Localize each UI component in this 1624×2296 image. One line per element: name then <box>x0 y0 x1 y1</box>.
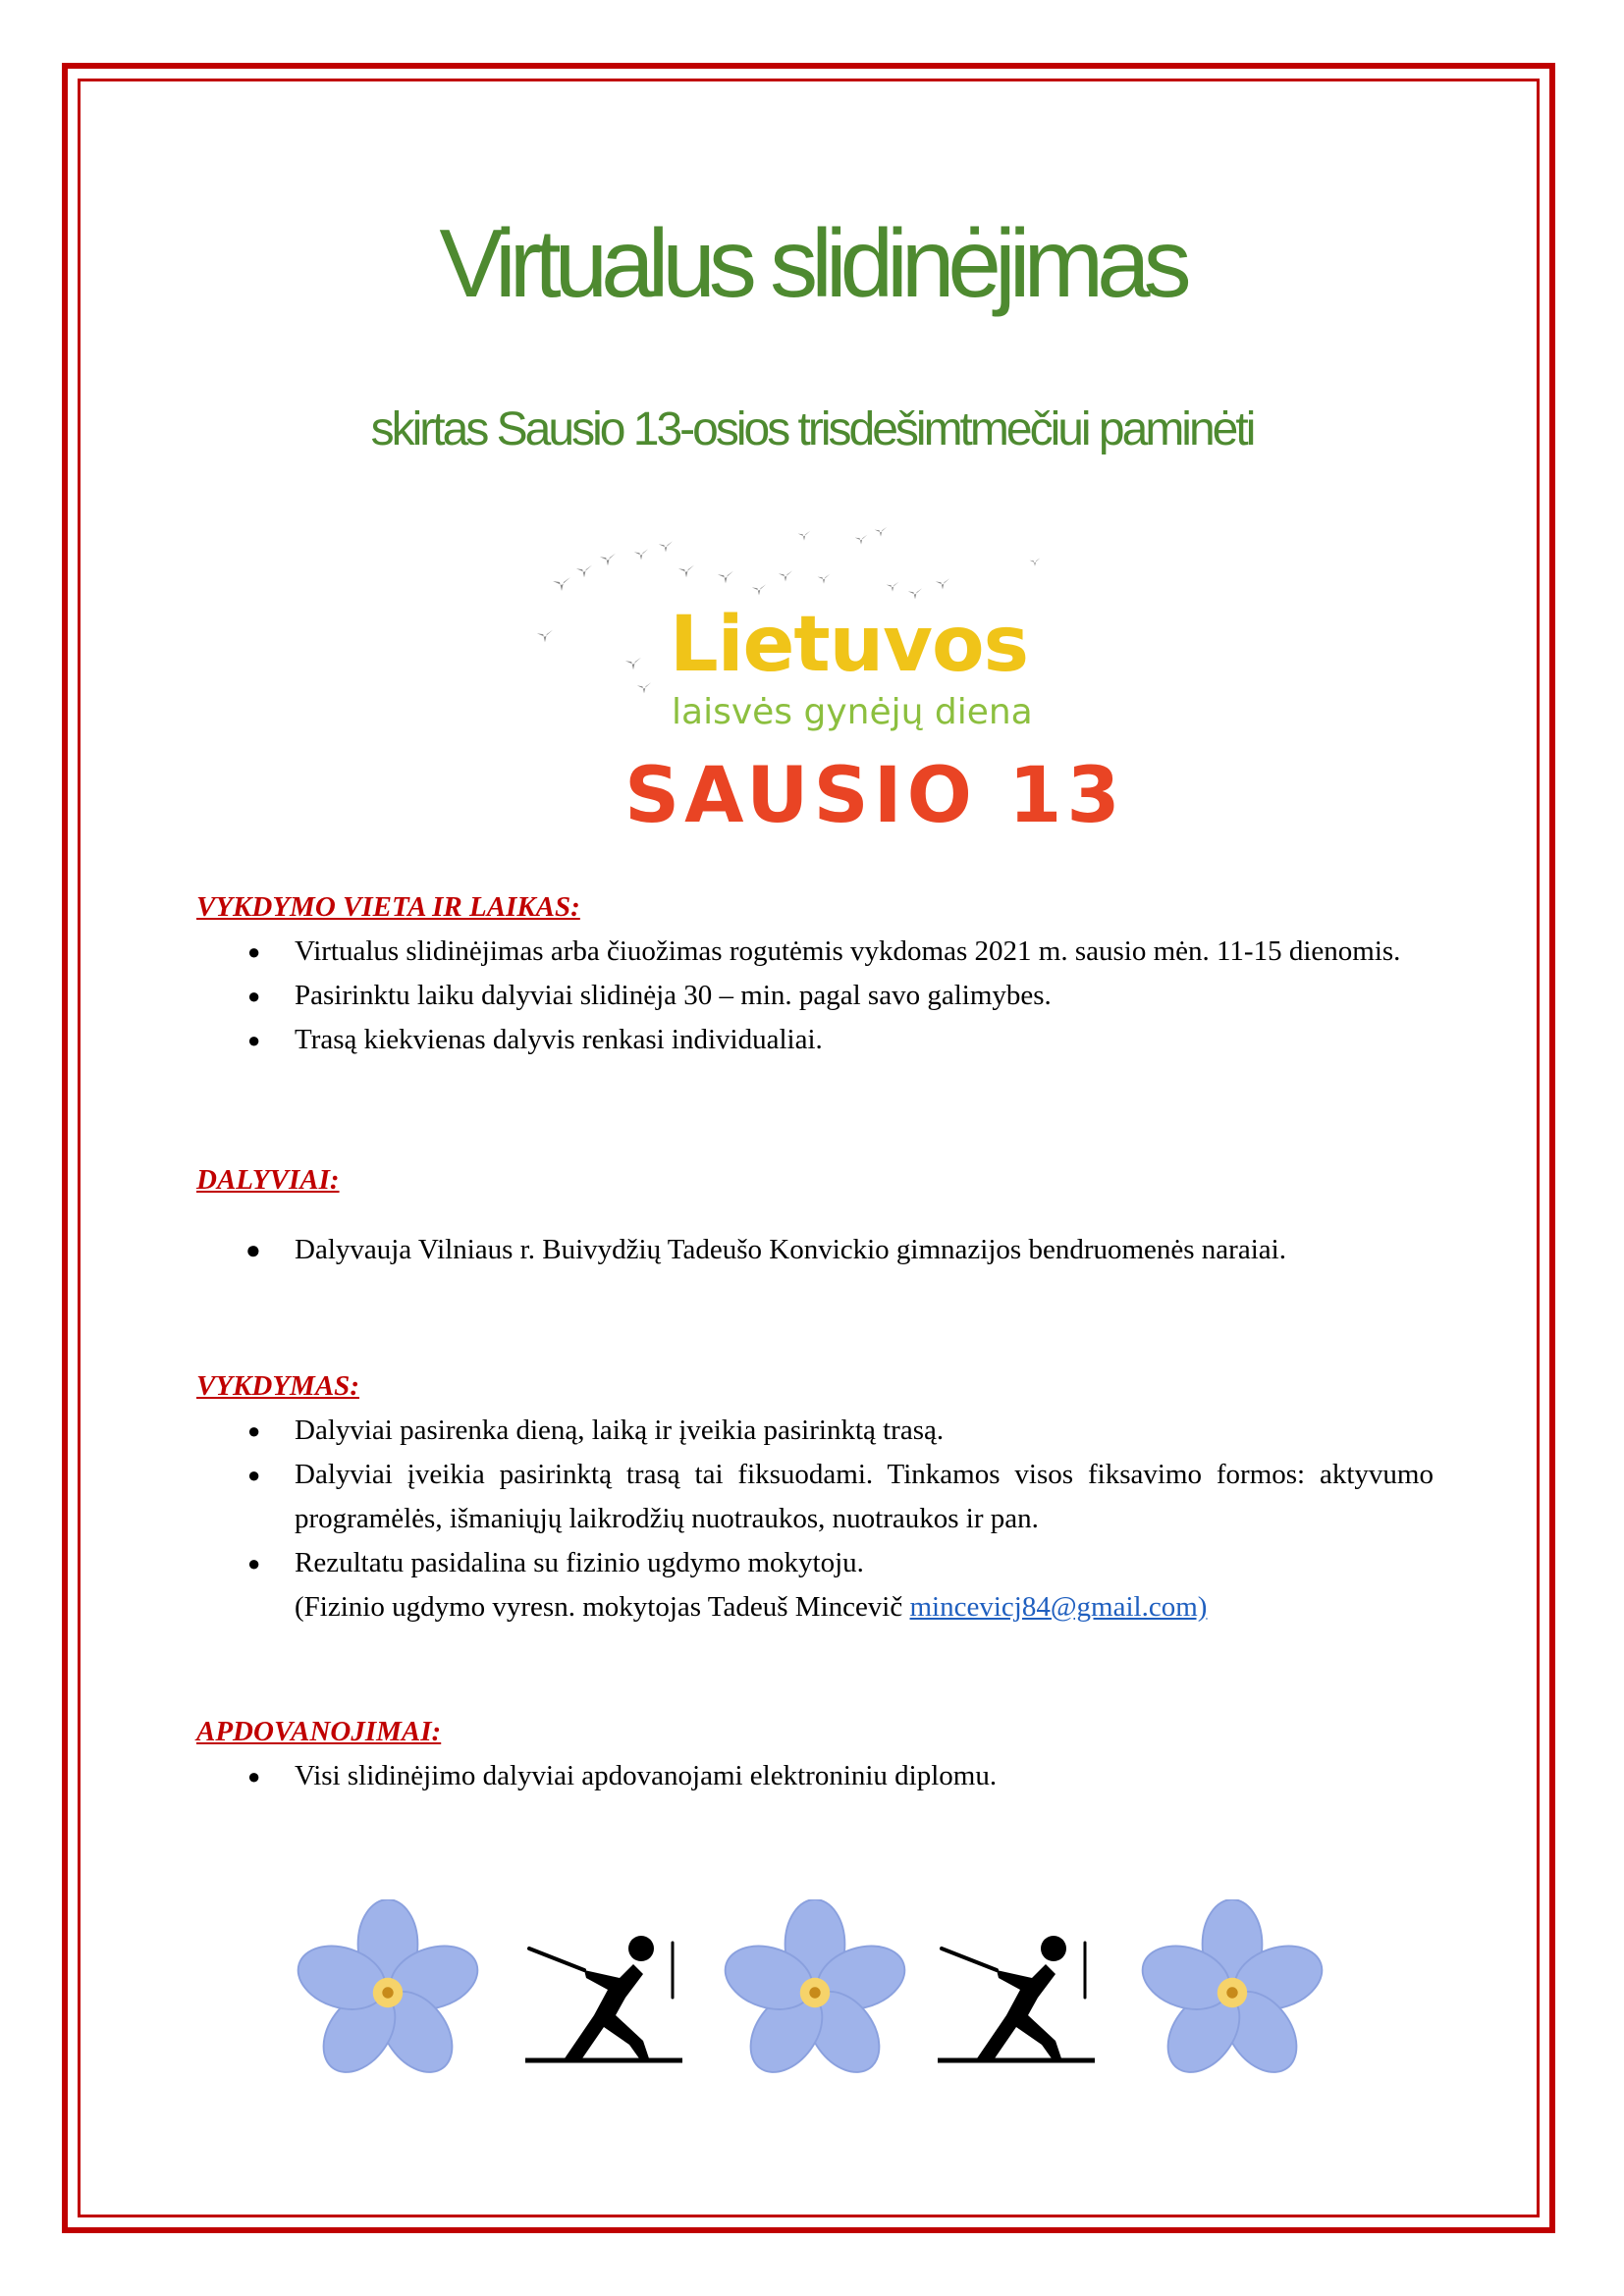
bullet-icon: ● <box>247 1551 261 1575</box>
bullet-icon: ● <box>247 939 261 964</box>
bullet-icon: ● <box>247 1764 261 1789</box>
list-item: ● Dalyvauja Vilniaus r. Buivydžių Tadeušo Konvickio gimnazijos bendruomenės naraiai. <box>196 1228 1434 1272</box>
list-item: ● Virtualus slidinėjimas arba čiuožimas rogutėmis vykdomas 2021 m. sausio mėn. 11-15 dienomis. <box>196 930 1434 974</box>
forget-me-not-flower-icon <box>295 1899 486 2086</box>
footer-decoration <box>295 1899 1355 2086</box>
bullet-icon: ● <box>247 1463 261 1487</box>
section-vykdymas <box>196 1364 1434 1629</box>
logo-subtitle-text: laisvės gynėjų diena <box>672 692 1033 732</box>
bullet-icon: ● <box>247 984 261 1008</box>
list-item: ● Trasą kiekvienas dalyvis renkasi individualiai. <box>196 1018 1434 1062</box>
section-heading: VYKDYMO VIETA IR LAIKAS: <box>196 891 580 923</box>
cross-country-skier-icon <box>938 1936 1095 2060</box>
forget-me-not-flower-icon <box>1134 1899 1329 2086</box>
bullet-icon: ● <box>247 1418 261 1443</box>
section-heading: APDOVANOJIMAI: <box>196 1716 442 1747</box>
bullet-icon: ● <box>247 1028 261 1052</box>
list-item: ● Dalyviai įveikia pasirinktą trasą tai fiksuodami. Tinkamos visos fiksavimo formos: aktyvumo programėlės, išmaniųjų laikrodžių nuotraukos, nuotraukos ir pan. <box>196 1453 1434 1541</box>
bullet-icon: ● <box>245 1236 261 1264</box>
page-subtitle: skirtas Sausio 13-osios trisdešimtmečiui paminėti <box>370 403 1254 455</box>
list-item: ● Rezultatu pasidalina su fizinio ugdymo mokytoju. (Fizinio ugdymo vyresn. mokytojas Tadeuš Mincevič mincevicj84@gmail.com) <box>196 1541 1434 1629</box>
list-item: ● Pasirinktu laiku dalyviai slidinėja 30 – min. pagal savo galimybes. <box>196 974 1434 1018</box>
page-title: Virtualus slidinėjimas <box>439 209 1185 317</box>
cross-country-skier-icon <box>525 1936 682 2060</box>
section-heading: DALYVIAI: <box>196 1164 340 1196</box>
list-item: ● Visi slidinėjimo dalyviai apdovanojami elektroniniu diplomu. <box>196 1754 1434 1798</box>
logo-lietuvos-text: Lietuvos <box>670 601 1029 689</box>
section-heading: VYKDYMAS: <box>196 1370 359 1402</box>
section-apdovanojimai <box>196 1710 1434 1798</box>
section-dalyviai <box>196 1158 1434 1272</box>
section-vieta <box>196 885 1434 1062</box>
page-border-inner <box>78 79 1540 2217</box>
email-link[interactable]: mincevicj84@gmail.com) <box>909 1591 1208 1623</box>
forget-me-not-flower-icon <box>717 1899 912 2086</box>
list-item: ● Dalyviai pasirenka dieną, laiką ir įveikia pasirinktą trasą. <box>196 1409 1434 1453</box>
logo-sausio13-text: SAUSIO 13 <box>624 752 1125 840</box>
